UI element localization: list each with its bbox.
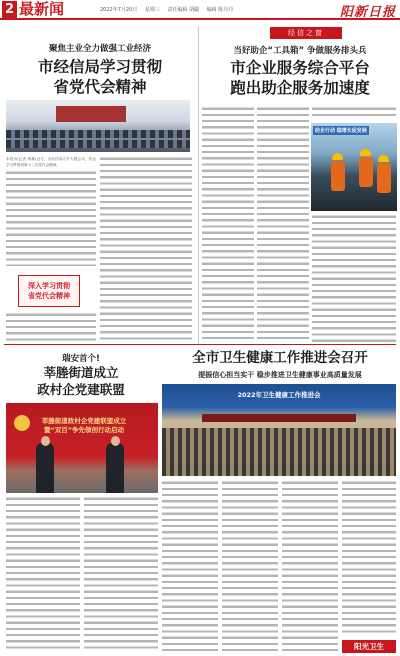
- audience-seats: [162, 428, 396, 476]
- right-story-headline-line2: 跑出助企服务加速度: [230, 79, 370, 97]
- text-lines: [6, 170, 96, 266]
- workers-photo: [311, 123, 397, 211]
- person-face: [111, 436, 120, 446]
- promo-line1: 深入学习贯彻: [28, 282, 70, 290]
- alliance-banner-line1: 莘塍街道政村企党建联盟成立: [41, 417, 127, 425]
- promo-box: [18, 275, 80, 307]
- right-story-headline: [200, 58, 400, 98]
- helmet-icon: [378, 155, 389, 162]
- issue-editor: 责任编辑 胡疆: [167, 7, 200, 13]
- page-number: 2: [2, 1, 17, 18]
- bottom-left-subtitle: 瑞安首个!: [62, 354, 100, 364]
- text-lines: [222, 480, 278, 652]
- text-lines: [84, 496, 158, 652]
- bottom-right-body-col4: [342, 480, 396, 636]
- right-story-body-col1: [202, 106, 254, 342]
- alliance-photo: [6, 403, 158, 493]
- bottom-right-subtitle: 提振信心担当实干 稳步推进卫生健康事业高质量发展: [198, 371, 362, 379]
- masthead: [0, 0, 400, 20]
- workers-photo-caption: 助企行动 稳增长促发展: [315, 128, 367, 134]
- text-lines: [6, 312, 96, 342]
- left-story-headline-line2: 省党代会精神: [53, 78, 147, 96]
- bottom-left-body-col1: [6, 496, 80, 652]
- rostrum-table: [202, 414, 356, 422]
- text-lines: [312, 214, 396, 342]
- left-story-headline-line1: 市经信局学习贯彻: [37, 58, 162, 76]
- horizontal-divider: [4, 344, 396, 345]
- bottom-right-body-col3: [282, 480, 338, 652]
- text-lines: [162, 480, 218, 652]
- newspaper-logo: 阳新日报: [339, 5, 396, 20]
- right-story-subtitle: 当好助企“工具箱” 争做服务排头兵: [233, 46, 367, 56]
- audience-row: [6, 130, 190, 138]
- bottom-left-headline: [6, 364, 156, 398]
- right-story-body-col2: [257, 106, 309, 342]
- audience-row: [6, 140, 190, 148]
- right-story-body-col3: [312, 214, 396, 342]
- bottom-left-body-col2: [84, 496, 158, 652]
- bottom-left-headline-line2: 政村企党建联盟: [37, 382, 125, 397]
- issue-weekday: 星期三: [144, 7, 160, 13]
- worker-figure: [377, 163, 391, 193]
- left-story-body-col1b: [6, 312, 96, 342]
- bottom-right-headline: 全市卫生健康工作推进会召开: [192, 350, 368, 366]
- text-lines: [342, 480, 396, 636]
- meeting-photo: [6, 100, 190, 152]
- bottom-right-body-col2: [222, 480, 278, 652]
- helmet-icon: [332, 153, 343, 160]
- text-lines: [202, 106, 254, 342]
- section-tag: 经信之窗: [270, 27, 342, 39]
- conference-photo: [162, 384, 396, 476]
- issue-designer: 编辑 陈丹丹: [206, 7, 234, 13]
- issue-date: 2022年7月20日: [100, 7, 138, 13]
- section-title: 最新闻: [19, 0, 65, 18]
- left-story-lead: 本报讯(记者 胡雄)近日，市经信局召开专题会议，传达学习贯彻省第十二次党代会精神。: [6, 157, 96, 168]
- text-lines: [257, 106, 309, 342]
- text-lines: [312, 106, 396, 120]
- footer-section-tag: 阳光卫生: [342, 640, 396, 653]
- meeting-screen: [56, 106, 126, 122]
- text-lines: [282, 480, 338, 652]
- alliance-photo-banner: [24, 417, 144, 435]
- left-story-body-col2: [100, 156, 192, 342]
- conference-photo-banner: 2022年卫生健康工作推进会: [237, 391, 321, 399]
- worker-figure: [359, 157, 373, 187]
- person-figure: [36, 443, 54, 493]
- right-story-headline-line1: 市企业服务综合平台: [230, 59, 370, 77]
- helmet-icon: [360, 149, 371, 156]
- person-face: [41, 436, 50, 446]
- left-story-headline: [6, 57, 194, 97]
- alliance-banner-line2: 暨“双百”争先领创行动启动: [43, 426, 125, 434]
- left-story-subtitle: 聚焦主业全力做强工业经济: [48, 44, 151, 54]
- left-story-body-col1: [6, 156, 96, 272]
- right-story-body-col3-top: [312, 106, 396, 120]
- worker-figure: [331, 161, 345, 191]
- text-lines: [6, 496, 80, 652]
- bottom-right-body-col1: [162, 480, 218, 652]
- person-figure: [106, 443, 124, 493]
- promo-line2: 省党代会精神: [28, 292, 70, 300]
- issue-info: [100, 6, 239, 13]
- bottom-left-headline-line1: 莘塍街道成立: [43, 365, 119, 380]
- text-lines: [100, 156, 192, 342]
- column-divider: [198, 26, 199, 344]
